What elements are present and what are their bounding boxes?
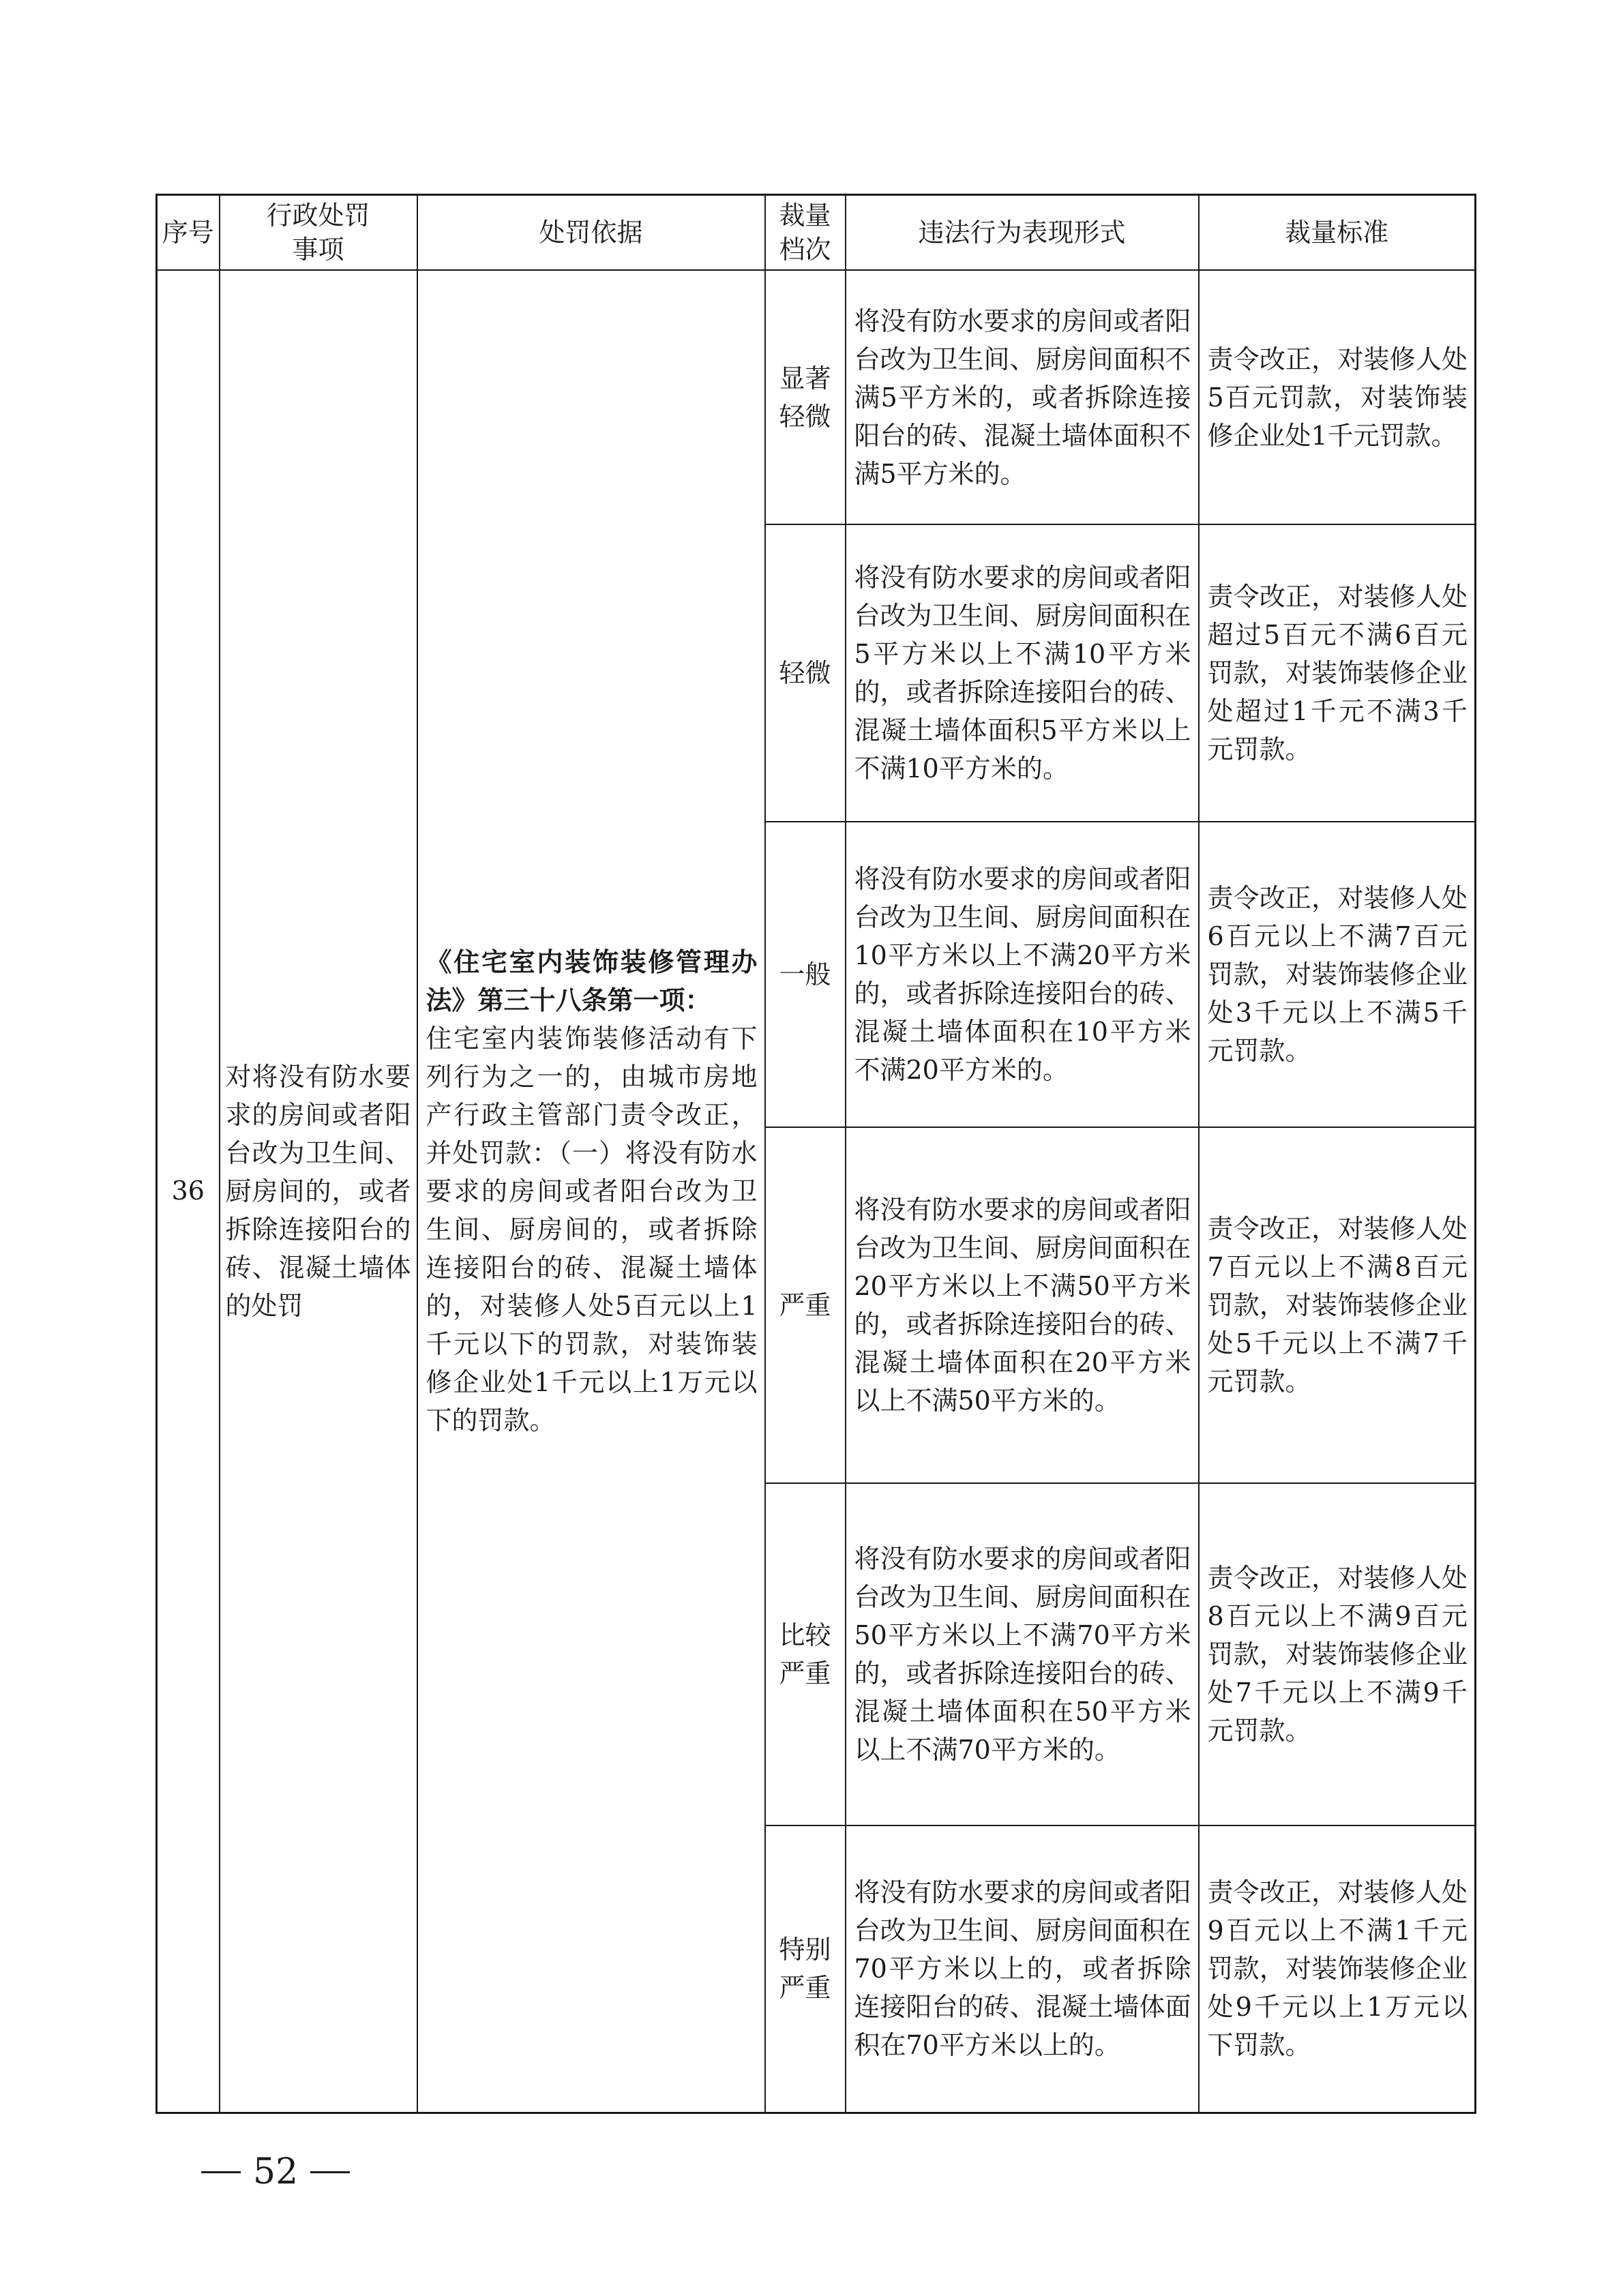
- page-footer: [201, 2148, 350, 2196]
- footer-dash-right: [310, 2171, 350, 2173]
- header-form: 违法行为表现形式: [846, 195, 1199, 271]
- level-label: 轻微: [779, 658, 831, 688]
- form-cell: 将没有防水要求的房间或者阳台改为卫生间、厨房间面积不满5平方米的，或者拆除连接阳台的砖、混凝土墙体面积不满5平方米的。: [846, 270, 1199, 524]
- header-item-text: 行政处罚事项: [266, 200, 370, 265]
- header-level-text: 裁量档次: [779, 200, 831, 265]
- table-header-row: [157, 195, 1476, 271]
- standard-cell: 责令改正，对装修人处5百元罚款，对装饰装修企业处1千元罚款。: [1199, 270, 1476, 524]
- row-number: 36: [157, 270, 220, 2113]
- form-cell: 将没有防水要求的房间或者阳台改为卫生间、厨房间面积在50平方米以上不满70平方米的，或者拆除连接阳台的砖、混凝土墙体面积在50平方米以上不满70平方米的。: [846, 1483, 1199, 1825]
- level-cell: [765, 1483, 846, 1825]
- standard-cell: 责令改正，对装修人处7百元以上不满8百元罚款，对装饰装修企业处5千元以上不满7千元罚款。: [1199, 1127, 1476, 1483]
- header-number: 序号: [157, 195, 220, 271]
- header-standard: 裁量标准: [1199, 195, 1476, 271]
- level-label: 严重: [779, 1290, 831, 1320]
- level-cell: [765, 1127, 846, 1483]
- level-cell: [765, 270, 846, 524]
- level-cell: [765, 1825, 846, 2113]
- level-label: 一般: [779, 959, 831, 989]
- standard-cell: 责令改正，对装修人处6百元以上不满7百元罚款，对装饰装修企业处3千元以上不满5千元罚款。: [1199, 822, 1476, 1127]
- penalty-table: [155, 194, 1476, 2114]
- standard-cell: 责令改正，对装修人处8百元以上不满9百元罚款，对装饰装修企业处7千元以上不满9千元罚款。: [1199, 1483, 1476, 1825]
- violation-item: 对将没有防水要求的房间或者阳台改为卫生间、厨房间的，或者拆除连接阳台的砖、混凝土墙体的处罚: [220, 270, 417, 2113]
- level-cell: [765, 822, 846, 1127]
- header-item: [220, 195, 417, 271]
- level-label: 特别严重: [779, 1935, 831, 2003]
- penalty-basis: [417, 270, 765, 2113]
- standard-cell: 责令改正，对装修人处超过5百元不满6百元罚款，对装饰装修企业处超过1千元不满3千元罚款。: [1199, 524, 1476, 822]
- standard-cell: 责令改正，对装修人处9百元以上不满1千元罚款，对装饰装修企业处9千元以上1万元以下罚款。: [1199, 1825, 1476, 2113]
- header-level: [765, 195, 846, 271]
- form-cell: 将没有防水要求的房间或者阳台改为卫生间、厨房间面积在70平方米以上的，或者拆除连接阳台的砖、混凝土墙体面积在70平方米以上的。: [846, 1825, 1199, 2113]
- basis-title: 《住宅室内装饰装修管理办法》第三十八条第一项：: [426, 946, 758, 1015]
- footer-dash-left: [201, 2171, 241, 2173]
- level-cell: [765, 524, 846, 822]
- header-basis: 处罚依据: [417, 195, 765, 271]
- level-label: 比较严重: [779, 1620, 831, 1688]
- form-cell: 将没有防水要求的房间或者阳台改为卫生间、厨房间面积在10平方米以上不满20平方米的，或者拆除连接阳台的砖、混凝土墙体面积在10平方米不满20平方米的。: [846, 822, 1199, 1127]
- table-row: [157, 270, 1476, 524]
- basis-body: 住宅室内装饰装修活动有下列行为之一的，由城市房地产行政主管部门责令改正，并处罚款：（一）将没有防水要求的房间或者阳台改为卫生间、厨房间的，或者拆除连接阳台的砖、混凝土墙体的，对装修人处5百元以上1千元以下的罚款，对装饰装修企业处1千元以上1万元以下的罚款。: [426, 1023, 758, 1435]
- page-number: 52: [253, 2151, 299, 2192]
- form-cell: 将没有防水要求的房间或者阳台改为卫生间、厨房间面积在20平方米以上不满50平方米的，或者拆除连接阳台的砖、混凝土墙体面积在20平方米以上不满50平方米的。: [846, 1127, 1199, 1483]
- level-label: 显著轻微: [779, 363, 831, 432]
- form-cell: 将没有防水要求的房间或者阳台改为卫生间、厨房间面积在5平方米以上不满10平方米的，或者拆除连接阳台的砖、混凝土墙体面积5平方米以上不满10平方米的。: [846, 524, 1199, 822]
